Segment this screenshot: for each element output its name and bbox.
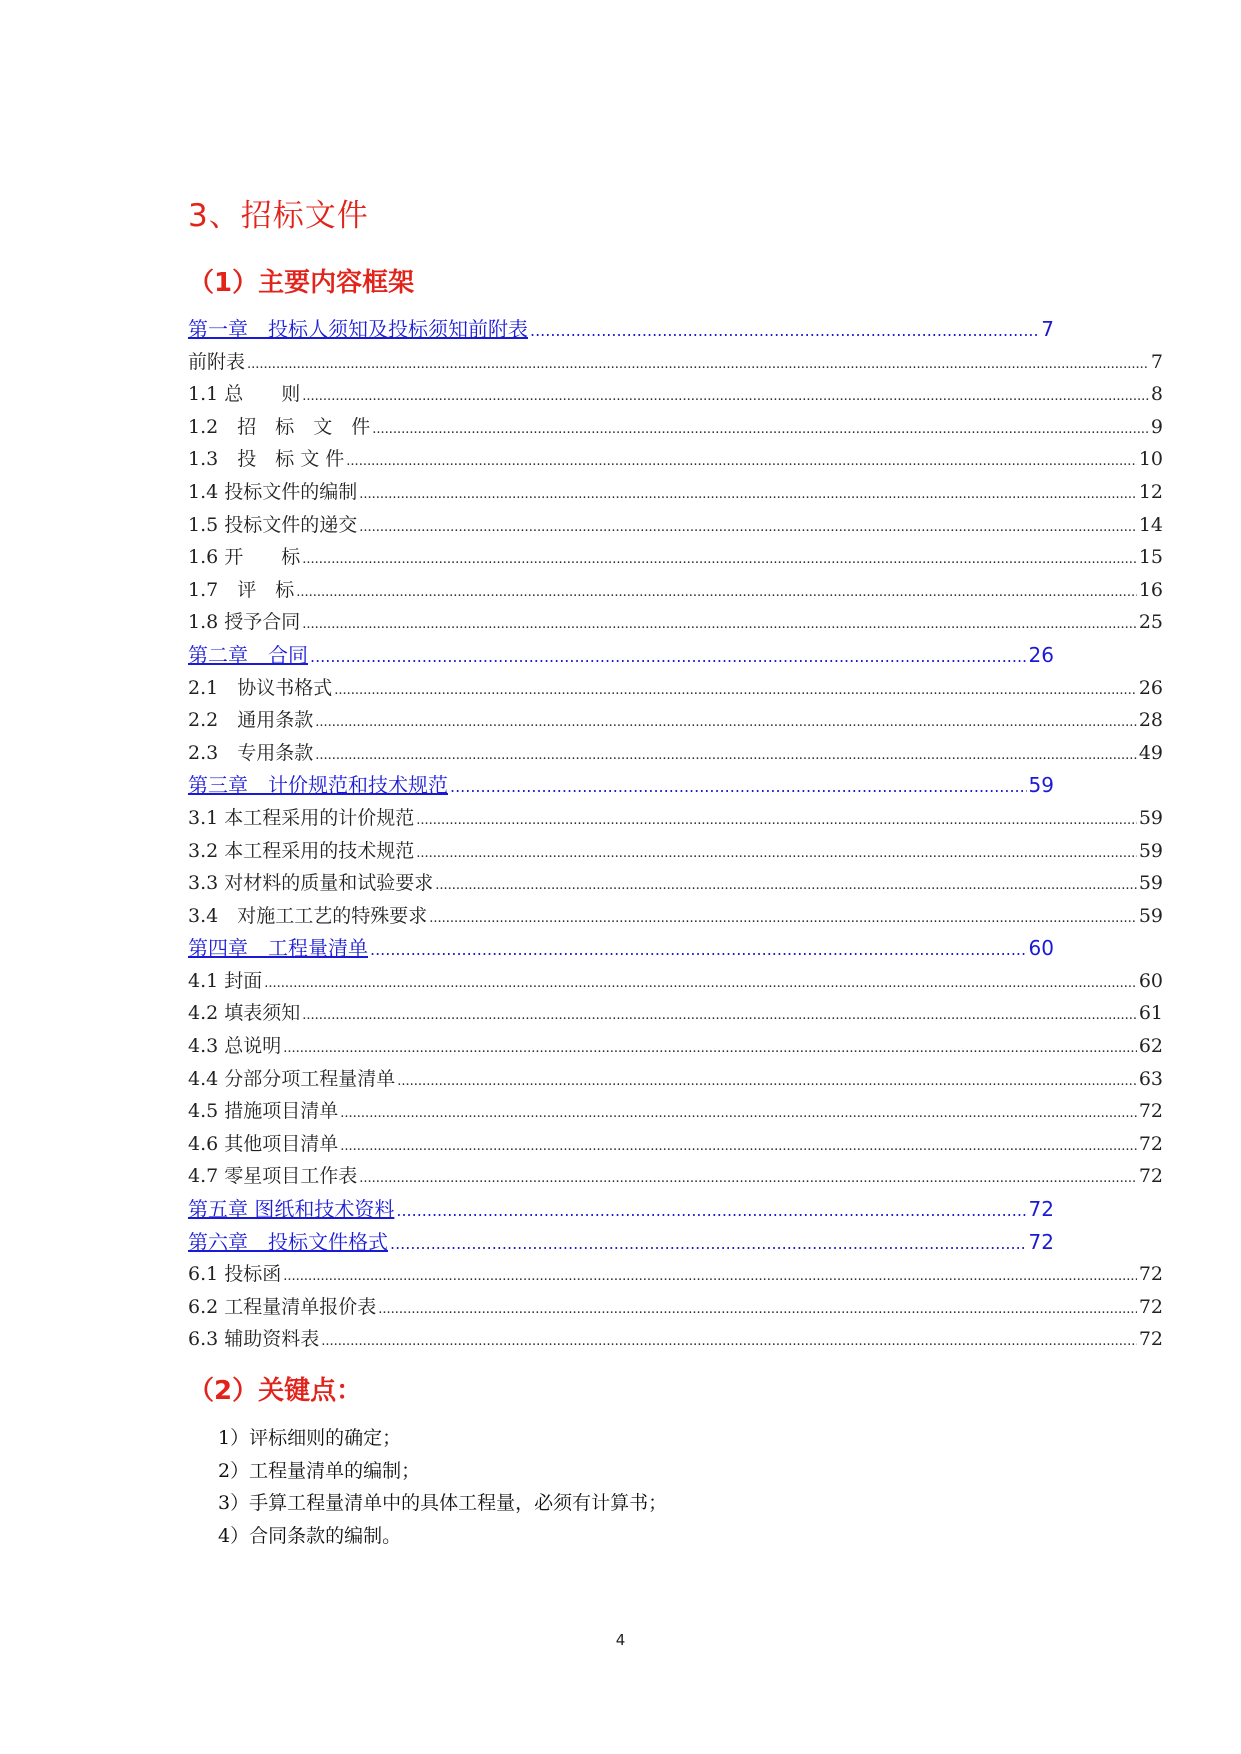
toc-page-number: 72 bbox=[1138, 1328, 1163, 1351]
toc-entry bbox=[188, 476, 1163, 509]
toc-entry bbox=[188, 346, 1163, 379]
toc-entry-title: 2.2 通用条款 bbox=[188, 709, 314, 732]
toc-entry-title: 第二章 合同 bbox=[188, 642, 308, 667]
toc-leader-dots bbox=[390, 1228, 1027, 1261]
toc-leader-dots bbox=[283, 1261, 1137, 1294]
toc-page-number: 72 bbox=[1138, 1165, 1163, 1188]
toc-page-number: 9 bbox=[1150, 415, 1163, 438]
toc-entry bbox=[188, 378, 1163, 411]
toc-entry bbox=[188, 1160, 1163, 1193]
toc-entry-title: 2.1 协议书格式 bbox=[188, 676, 333, 699]
toc-leader-dots bbox=[416, 838, 1137, 871]
toc-leader-dots bbox=[247, 349, 1149, 382]
toc-leader-dots bbox=[296, 577, 1137, 610]
toc-entry-title: 前附表 bbox=[188, 350, 246, 373]
toc-leader-dots bbox=[264, 968, 1137, 1001]
toc-leader-dots bbox=[340, 1131, 1137, 1164]
toc-chapter-link[interactable] bbox=[188, 1193, 1054, 1226]
toc-entry bbox=[188, 900, 1163, 933]
toc-entry bbox=[188, 443, 1163, 476]
toc-entry-title: 1.2 招 标 文 件 bbox=[188, 415, 371, 438]
toc-entry-title: 1.4 投标文件的编制 bbox=[188, 480, 358, 503]
key-point-item: 3）手算工程量清单中的具体工程量，必须有计算书； bbox=[218, 1492, 668, 1515]
toc-leader-dots bbox=[372, 414, 1149, 447]
toc-leader-dots bbox=[340, 1098, 1137, 1131]
toc-page-number: 14 bbox=[1138, 513, 1163, 536]
toc-entry bbox=[188, 997, 1163, 1030]
subsection-title-key-points: （2）关键点： bbox=[188, 1376, 363, 1406]
key-point-item: 1）评标细则的确定； bbox=[218, 1427, 402, 1449]
toc-leader-dots bbox=[378, 1294, 1137, 1327]
toc-entry-title: 1.5 投标文件的递交 bbox=[188, 513, 358, 536]
toc-entry-title: 4.4 分部分项工程量清单 bbox=[188, 1067, 396, 1090]
toc-entry-title: 4.1 封面 bbox=[188, 969, 263, 992]
toc-leader-dots bbox=[530, 315, 1039, 348]
toc-entry-title: 4.5 措施项目清单 bbox=[188, 1100, 339, 1123]
toc-entry bbox=[188, 1095, 1163, 1128]
toc-leader-dots bbox=[359, 512, 1137, 545]
toc-entry-title: 第四章 工程量清单 bbox=[188, 936, 368, 961]
toc-entry-title: 1.1 总 则 bbox=[188, 383, 301, 406]
toc-page-number: 49 bbox=[1138, 741, 1163, 764]
toc-page-number: 59 bbox=[1138, 872, 1163, 895]
toc-leader-dots bbox=[310, 641, 1027, 674]
toc-entry-title: 4.2 填表须知 bbox=[188, 1002, 301, 1025]
toc-entry-title: 3.4 对施工工艺的特殊要求 bbox=[188, 904, 428, 927]
toc-leader-dots bbox=[302, 1000, 1137, 1033]
toc-page-number: 72 bbox=[1138, 1100, 1163, 1123]
toc-page-number: 60 bbox=[1138, 969, 1163, 992]
toc-leader-dots bbox=[429, 903, 1137, 936]
toc-leader-dots bbox=[315, 740, 1137, 773]
toc-page-number: 72 bbox=[1028, 1197, 1054, 1222]
toc-leader-dots bbox=[302, 544, 1137, 577]
toc-entry bbox=[188, 1291, 1163, 1324]
toc-leader-dots bbox=[416, 805, 1137, 838]
toc-page-number: 72 bbox=[1138, 1295, 1163, 1318]
toc-leader-dots bbox=[302, 381, 1149, 414]
key-points-list bbox=[218, 1422, 667, 1552]
toc-leader-dots bbox=[359, 479, 1137, 512]
toc-chapter-link[interactable] bbox=[188, 639, 1054, 672]
toc-page-number: 10 bbox=[1138, 448, 1163, 471]
toc-entry bbox=[188, 1063, 1163, 1096]
toc-entry bbox=[188, 1323, 1163, 1356]
toc-page-number: 8 bbox=[1150, 383, 1163, 406]
toc-leader-dots bbox=[396, 1195, 1026, 1228]
toc-entry bbox=[188, 541, 1163, 574]
toc-entry bbox=[188, 704, 1163, 737]
toc-page-number: 60 bbox=[1028, 936, 1054, 961]
toc-entry-title: 第一章 投标人须知及投标须知前附表 bbox=[188, 317, 528, 341]
toc-entry bbox=[188, 606, 1163, 639]
toc-leader-dots bbox=[315, 707, 1137, 740]
toc-page-number: 7 bbox=[1041, 317, 1054, 341]
toc-page-number: 62 bbox=[1138, 1035, 1163, 1058]
toc-entry bbox=[188, 411, 1163, 444]
toc-page-number: 12 bbox=[1138, 480, 1163, 503]
toc-entry-title: 第五章 图纸和技术资料 bbox=[188, 1197, 395, 1222]
toc-entry-title: 6.3 辅助资料表 bbox=[188, 1328, 320, 1351]
toc-entry-title: 1.3 投 标 文 件 bbox=[188, 448, 345, 471]
toc-leader-dots bbox=[283, 1033, 1137, 1066]
toc-entry bbox=[188, 1128, 1163, 1161]
toc-page-number: 72 bbox=[1138, 1132, 1163, 1155]
key-point-item: 4）合同条款的编制。 bbox=[218, 1524, 402, 1547]
toc-leader-dots bbox=[334, 675, 1137, 708]
toc-page-number: 63 bbox=[1138, 1067, 1163, 1090]
toc-page-number: 72 bbox=[1028, 1229, 1054, 1254]
toc-leader-dots bbox=[397, 1066, 1137, 1099]
page-number: 4 bbox=[615, 1631, 626, 1649]
toc-chapter-link[interactable] bbox=[188, 932, 1054, 965]
toc-entry-title: 第三章 计价规范和技术规范 bbox=[188, 773, 448, 798]
toc-entry-title: 第六章 投标文件格式 bbox=[188, 1229, 388, 1254]
toc-leader-dots bbox=[435, 870, 1137, 903]
toc-page-number: 72 bbox=[1138, 1263, 1163, 1286]
toc-chapter-link[interactable] bbox=[188, 1226, 1054, 1259]
toc-entry-title: 1.6 开 标 bbox=[188, 546, 301, 569]
toc-entry-title: 4.3 总说明 bbox=[188, 1035, 282, 1058]
toc-page-number: 26 bbox=[1138, 676, 1163, 699]
toc-entry bbox=[188, 835, 1163, 868]
toc-leader-dots bbox=[321, 1326, 1137, 1359]
toc-entry-title: 4.6 其他项目清单 bbox=[188, 1132, 339, 1155]
toc-entry-title: 3.3 对材料的质量和试验要求 bbox=[188, 872, 434, 895]
toc-page-number: 59 bbox=[1138, 839, 1163, 862]
subsection-title-framework: （1）主要内容框架 bbox=[188, 268, 415, 298]
key-point-item: 2）工程量清单的编制； bbox=[218, 1459, 421, 1482]
toc-entry bbox=[188, 802, 1163, 835]
toc-entry-title: 3.2 本工程采用的技术规范 bbox=[188, 839, 415, 862]
toc-page-number: 61 bbox=[1138, 1002, 1163, 1025]
toc-leader-dots bbox=[359, 1163, 1137, 1196]
toc-entry-title: 3.1 本工程采用的计价规范 bbox=[188, 806, 415, 829]
toc-entry bbox=[188, 672, 1163, 705]
toc-entry bbox=[188, 509, 1163, 542]
toc-chapter-link[interactable] bbox=[188, 313, 1054, 346]
toc-leader-dots bbox=[450, 771, 1027, 804]
toc-entry bbox=[188, 1030, 1163, 1063]
toc-page-number: 59 bbox=[1138, 806, 1163, 829]
toc-entry-title: 1.7 评 标 bbox=[188, 578, 295, 601]
toc-page-number: 15 bbox=[1138, 546, 1163, 569]
toc-entry-title: 2.3 专用条款 bbox=[188, 741, 314, 764]
toc-page-number: 59 bbox=[1028, 773, 1054, 798]
toc-entry bbox=[188, 867, 1163, 900]
toc-page-number: 28 bbox=[1138, 709, 1163, 732]
toc-entry bbox=[188, 737, 1163, 770]
toc-entry bbox=[188, 574, 1163, 607]
toc-leader-dots bbox=[346, 446, 1137, 479]
toc-entry-title: 6.2 工程量清单报价表 bbox=[188, 1295, 377, 1318]
toc-entry-title: 1.8 授予合同 bbox=[188, 611, 301, 634]
toc-leader-dots bbox=[302, 609, 1137, 642]
toc-entry bbox=[188, 1258, 1163, 1291]
toc-chapter-link[interactable] bbox=[188, 769, 1054, 802]
toc-entry-title: 4.7 零星项目工作表 bbox=[188, 1165, 358, 1188]
toc-entry bbox=[188, 965, 1163, 998]
toc-entry-title: 6.1 投标函 bbox=[188, 1263, 282, 1286]
toc-page-number: 26 bbox=[1028, 642, 1054, 667]
toc-leader-dots bbox=[370, 934, 1027, 967]
toc-page-number: 16 bbox=[1138, 578, 1163, 601]
section-title: 3、招标文件 bbox=[188, 198, 369, 234]
toc-page-number: 25 bbox=[1138, 611, 1163, 634]
table-of-contents bbox=[188, 313, 1163, 1356]
toc-page-number: 7 bbox=[1150, 350, 1163, 373]
toc-page-number: 59 bbox=[1138, 904, 1163, 927]
